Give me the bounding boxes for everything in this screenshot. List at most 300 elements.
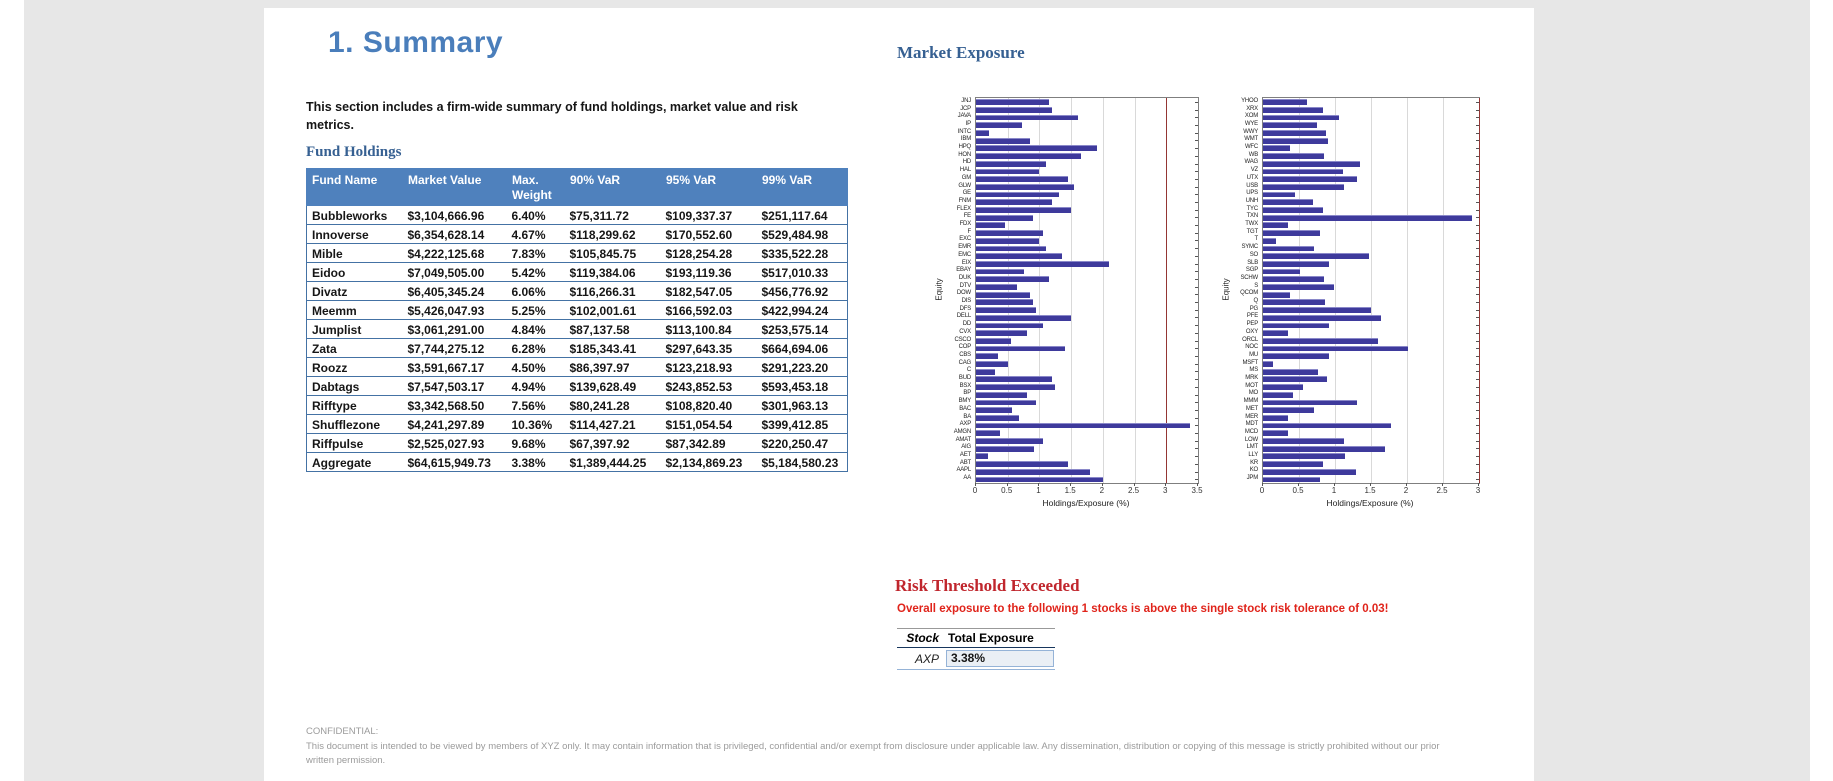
exposure-bar: [976, 299, 1033, 305]
exposure-bar: [976, 246, 1046, 252]
table-cell: $593,453.18: [757, 377, 848, 396]
exposure-bar: [976, 415, 1019, 421]
ticker-label: T: [1254, 236, 1258, 243]
ticker-label: TWX: [1245, 221, 1258, 228]
x-tick-mark: [1478, 483, 1479, 486]
exposure-bar: [976, 361, 1008, 367]
table-row: [307, 434, 848, 453]
exposure-bar: [976, 138, 1030, 144]
y-tick-mark: [1195, 479, 1198, 480]
y-tick-mark: [1195, 364, 1198, 365]
table-row: [307, 358, 848, 377]
y-tick-mark: [1195, 179, 1198, 180]
table-row: [307, 244, 848, 263]
exposure-bar: [976, 315, 1071, 321]
ticker-label: DELL: [956, 313, 971, 320]
exposure-bar: [976, 161, 1046, 167]
y-tick-mark: [1195, 395, 1198, 396]
page-title: 1. Summary: [328, 26, 504, 59]
exposure-bar: [1263, 99, 1307, 105]
table-cell: $86,397.97: [565, 358, 661, 377]
y-tick-mark: [1476, 210, 1479, 211]
y-tick-mark: [1195, 464, 1198, 465]
exposure-bar: [1263, 400, 1357, 406]
y-tick-mark: [1476, 140, 1479, 141]
exposure-bar: [976, 446, 1034, 452]
y-tick-mark: [1476, 448, 1479, 449]
x-tick-mark: [1038, 483, 1039, 486]
exposure-bar: [1263, 269, 1300, 275]
ticker-label: EIX: [961, 259, 971, 266]
y-tick-mark: [1476, 202, 1479, 203]
y-tick-mark: [1476, 194, 1479, 195]
risk-threshold-message: Overall exposure to the following 1 stocks is above the single stock risk tolerance of 0.03!: [897, 603, 1389, 615]
exposure-bar: [1263, 199, 1313, 205]
table-cell: Jumplist: [307, 320, 403, 339]
table-cell: $456,776.92: [757, 282, 848, 301]
y-tick-mark: [1476, 456, 1479, 457]
exposure-bar: [1263, 469, 1356, 475]
x-tick-mark: [975, 483, 976, 486]
table-row: [307, 301, 848, 320]
table-cell: $166,592.03: [661, 301, 757, 320]
table-cell: 4.67%: [507, 225, 565, 244]
ticker-label: BSX: [959, 382, 971, 389]
table-cell: $422,994.24: [757, 301, 848, 320]
exposure-bar: [1263, 215, 1472, 221]
exposure-bar: [976, 430, 1000, 436]
table-cell: $297,643.35: [661, 339, 757, 358]
ticker-label: WB: [1248, 151, 1258, 158]
market-exposure-heading: Market Exposure: [897, 43, 1025, 62]
exposure-chart-left: [925, 97, 1205, 522]
y-tick-mark: [1195, 371, 1198, 372]
exposure-bar: [976, 145, 1097, 151]
table-header-row: [307, 169, 848, 206]
table-cell: Roozz: [307, 358, 403, 377]
ticker-label: HPQ: [958, 144, 971, 151]
ticker-label: VZ: [1250, 167, 1258, 174]
table-cell: $4,241,297.89: [403, 415, 507, 434]
x-tick-mark: [1442, 483, 1443, 486]
ticker-label: ABT: [959, 459, 971, 466]
ticker-label: MET: [1245, 405, 1258, 412]
ticker-label: MER: [1245, 413, 1258, 420]
ticker-label: DUK: [958, 274, 971, 281]
gridline: [1407, 98, 1408, 483]
y-tick-mark: [1476, 418, 1479, 419]
y-tick-mark: [1476, 310, 1479, 311]
exposure-bar: [976, 369, 995, 375]
y-tick-mark: [1195, 441, 1198, 442]
x-tick-mark: [1197, 483, 1198, 486]
ticker-label: EMC: [958, 251, 971, 258]
ticker-label: HON: [958, 151, 971, 158]
y-tick-mark: [1476, 125, 1479, 126]
ticker-label: LLY: [1248, 452, 1258, 459]
y-tick-mark: [1476, 333, 1479, 334]
y-tick-mark: [1195, 217, 1198, 218]
y-tick-mark: [1195, 379, 1198, 380]
table-cell: 5.42%: [507, 263, 565, 282]
x-tick-mark: [1102, 483, 1103, 486]
table-cell: 4.84%: [507, 320, 565, 339]
table-cell: $87,137.58: [565, 320, 661, 339]
ticker-label: HD: [962, 159, 971, 166]
table-cell: $119,384.06: [565, 263, 661, 282]
x-tick-label: 2.5: [1436, 486, 1448, 495]
y-tick-mark: [1195, 287, 1198, 288]
section-intro-text: This section includes a firm-wide summary of fund holdings, market value and risk metrics.: [306, 100, 798, 133]
y-tick-mark: [1195, 140, 1198, 141]
ticker-label: AA: [963, 475, 971, 482]
y-tick-mark: [1476, 402, 1479, 403]
table-cell: $3,342,568.50: [403, 396, 507, 415]
y-tick-mark: [1195, 133, 1198, 134]
x-tick-label: 2: [1099, 486, 1105, 495]
ticker-label: TYC: [1246, 205, 1258, 212]
y-tick-mark: [1195, 356, 1198, 357]
table-cell: $7,744,275.12: [403, 339, 507, 358]
exposure-bar: [976, 153, 1081, 159]
table-cell: $105,845.75: [565, 244, 661, 263]
ticker-label: DFS: [959, 305, 971, 312]
table-cell: 6.40%: [507, 206, 565, 225]
x-tick-mark: [1406, 483, 1407, 486]
table-cell: $1,389,444.25: [565, 453, 661, 472]
y-tick-mark: [1476, 179, 1479, 180]
ticker-label: XRX: [1246, 105, 1258, 112]
table-row: [307, 453, 848, 472]
y-tick-mark: [1476, 148, 1479, 149]
risk-threshold-heading: Risk Threshold Exceeded: [895, 576, 1080, 595]
table-cell: $5,184,580.23: [757, 453, 848, 472]
confidential-label: CONFIDENTIAL:: [306, 726, 379, 737]
exposure-bar: [976, 192, 1059, 198]
y-tick-mark: [1195, 240, 1198, 241]
exposure-bar: [1263, 446, 1385, 452]
chart-plot-area: [975, 97, 1199, 484]
exposure-bar: [1263, 169, 1343, 175]
y-tick-mark: [1195, 341, 1198, 342]
exposure-bar: [1263, 477, 1320, 483]
col-header-max-weight: Max. Weight: [507, 169, 565, 206]
y-tick-mark: [1195, 164, 1198, 165]
ticker-label: JAVA: [957, 113, 971, 120]
ticker-label: AXP: [959, 421, 971, 428]
y-tick-mark: [1195, 210, 1198, 211]
x-tick-mark: [1070, 483, 1071, 486]
ticker-label: UPS: [1246, 190, 1258, 197]
table-cell: 4.50%: [507, 358, 565, 377]
y-tick-mark: [1195, 225, 1198, 226]
ticker-label: PFE: [1246, 313, 1258, 320]
ticker-label: HAL: [959, 167, 971, 174]
table-cell: $113,100.84: [661, 320, 757, 339]
ticker-label: ORCL: [1242, 336, 1258, 343]
table-cell: $4,222,125.68: [403, 244, 507, 263]
fund-holdings-table: [306, 168, 848, 472]
x-tick-label: 0.5: [1001, 486, 1013, 495]
exposure-bar: [976, 469, 1090, 475]
ticker-label: USB: [1246, 182, 1258, 189]
y-tick-mark: [1476, 433, 1479, 434]
table-cell: $75,311.72: [565, 206, 661, 225]
ticker-label: SO: [1249, 251, 1258, 258]
ticker-label: CAG: [958, 359, 971, 366]
y-tick-mark: [1476, 117, 1479, 118]
x-tick-mark: [1134, 483, 1135, 486]
ticker-label: SYMC: [1241, 244, 1258, 251]
table-cell: $116,266.31: [565, 282, 661, 301]
risk-threshold-line: [1479, 98, 1480, 483]
y-tick-mark: [1476, 279, 1479, 280]
y-tick-mark: [1476, 479, 1479, 480]
table-cell: $139,628.49: [565, 377, 661, 396]
exposure-bar: [1263, 115, 1339, 121]
table-cell: $291,223.20: [757, 358, 848, 377]
table-cell: $3,061,291.00: [403, 320, 507, 339]
exposure-bar: [1263, 423, 1391, 429]
exposure-bar: [1263, 338, 1378, 344]
table-cell: $220,250.47: [757, 434, 848, 453]
x-tick-label: 3: [1163, 486, 1168, 495]
exposure-bar: [1263, 376, 1327, 382]
ticker-label: MOT: [1245, 382, 1258, 389]
exposure-bar: [976, 477, 1103, 483]
table-cell: $7,547,503.17: [403, 377, 507, 396]
table-cell: 5.25%: [507, 301, 565, 320]
ticker-label: CSCO: [954, 336, 971, 343]
exposure-bar: [1263, 261, 1329, 267]
ticker-label: WMT: [1244, 136, 1258, 143]
table-cell: $301,963.13: [757, 396, 848, 415]
table-cell: $6,405,345.24: [403, 282, 507, 301]
ticker-label: LMT: [1246, 444, 1258, 451]
y-tick-mark: [1195, 302, 1198, 303]
exposure-bar: [976, 353, 998, 359]
y-tick-mark: [1476, 364, 1479, 365]
ticker-label: QCOM: [1240, 290, 1258, 297]
col-header-99-var: 99% VaR: [757, 169, 848, 206]
x-tick-label: 0: [972, 486, 978, 495]
y-tick-mark: [1476, 248, 1479, 249]
table-cell: 9.68%: [507, 434, 565, 453]
exposure-bar: [1263, 323, 1329, 329]
x-axis-label: Holdings/Exposure (%): [1326, 498, 1414, 508]
exposure-bar: [1263, 222, 1288, 228]
ticker-label: PEP: [1246, 321, 1258, 328]
x-tick-label: 1.5: [1064, 486, 1076, 495]
risk-table-header-row: [897, 628, 1055, 648]
ticker-label: GM: [961, 174, 971, 181]
y-tick-mark: [1195, 171, 1198, 172]
ticker-label: LOW: [1244, 436, 1258, 443]
table-row: [307, 320, 848, 339]
table-cell: Dabtags: [307, 377, 403, 396]
table-cell: $664,694.06: [757, 339, 848, 358]
y-axis-label: Equity: [934, 277, 944, 301]
risk-exposure-table: [897, 628, 1055, 670]
y-tick-mark: [1476, 287, 1479, 288]
ticker-label: AET: [959, 452, 971, 459]
table-cell: $529,484.98: [757, 225, 848, 244]
exposure-bar: [1263, 361, 1273, 367]
y-tick-mark: [1195, 402, 1198, 403]
exposure-bar: [1263, 284, 1334, 290]
ticker-label: MCD: [1244, 428, 1258, 435]
ticker-label: UTX: [1246, 174, 1258, 181]
confidential-footer: [306, 725, 1456, 769]
table-cell: Rifftype: [307, 396, 403, 415]
ticker-label: KR: [1250, 459, 1258, 466]
y-tick-mark: [1195, 317, 1198, 318]
y-tick-mark: [1476, 371, 1479, 372]
col-header-fund-name: Fund Name: [307, 169, 403, 206]
x-tick-mark: [1334, 483, 1335, 486]
exposure-bar: [1263, 130, 1326, 136]
exposure-bar: [976, 238, 1039, 244]
x-tick-mark: [1165, 483, 1166, 486]
ticker-label: BA: [963, 413, 971, 420]
table-cell: $108,820.40: [661, 396, 757, 415]
y-tick-mark: [1476, 356, 1479, 357]
col-header-95-var: 95% VaR: [661, 169, 757, 206]
exposure-bar: [976, 169, 1039, 175]
table-cell: $335,522.28: [757, 244, 848, 263]
ticker-label: TXN: [1246, 213, 1258, 220]
ticker-label: DTV: [959, 282, 971, 289]
table-cell: 6.06%: [507, 282, 565, 301]
x-tick-mark: [1007, 483, 1008, 486]
table-cell: Aggregate: [307, 453, 403, 472]
ticker-label: XOM: [1244, 113, 1258, 120]
exposure-bar: [1263, 138, 1328, 144]
y-tick-mark: [1195, 410, 1198, 411]
exposure-bar: [1263, 353, 1329, 359]
table-cell: $251,117.64: [757, 206, 848, 225]
table-cell: 4.94%: [507, 377, 565, 396]
table-cell: $3,591,667.17: [403, 358, 507, 377]
y-tick-mark: [1195, 348, 1198, 349]
y-tick-mark: [1476, 264, 1479, 265]
table-row: [307, 377, 848, 396]
exposure-bar: [1263, 246, 1314, 252]
y-tick-mark: [1476, 472, 1479, 473]
ticker-label: DIS: [961, 298, 971, 305]
exposure-bar: [976, 122, 1022, 128]
exposure-bar: [976, 407, 1012, 413]
ticker-label: FDX: [959, 221, 971, 228]
y-tick-mark: [1476, 102, 1479, 103]
table-cell: $243,852.53: [661, 377, 757, 396]
exposure-bar: [976, 400, 1036, 406]
y-tick-mark: [1195, 472, 1198, 473]
ticker-label: F: [967, 228, 971, 235]
ticker-label: MS: [1249, 367, 1258, 374]
ticker-label: GLW: [958, 182, 971, 189]
x-tick-label: 0.5: [1292, 486, 1304, 495]
confidential-text: This document is intended to be viewed by members of XYZ only. It may contain information that is privileged, confidential and/or exempt from disclosure under applicable law. Any dissemination, distribution or copying of this message is strictly prohibited without our prior written permission.: [306, 740, 1440, 767]
exposure-bar: [1263, 307, 1371, 313]
ticker-label: MU: [1249, 351, 1258, 358]
ticker-label: IBM: [960, 136, 971, 143]
gridline: [1443, 98, 1444, 483]
ticker-label: WYE: [1244, 120, 1258, 127]
exposure-bar: [1263, 107, 1323, 113]
exposure-bar: [976, 115, 1078, 121]
ticker-label: AMAT: [955, 436, 971, 443]
ticker-label: BUD: [958, 375, 971, 382]
exposure-bar: [1263, 192, 1295, 198]
exposure-bar: [976, 284, 1017, 290]
table-row: [307, 206, 848, 225]
ticker-label: CVX: [959, 328, 971, 335]
exposure-bar: [1263, 238, 1276, 244]
ticker-label: MO: [1248, 390, 1258, 397]
ticker-label: BAC: [959, 405, 971, 412]
exposure-bar: [1263, 122, 1317, 128]
y-tick-mark: [1476, 225, 1479, 226]
table-row: [307, 396, 848, 415]
y-tick-mark: [1195, 425, 1198, 426]
exposure-bar: [976, 453, 988, 459]
ticker-label: DD: [962, 321, 971, 328]
y-tick-mark: [1195, 187, 1198, 188]
ticker-label: DOW: [956, 290, 971, 297]
y-tick-mark: [1476, 187, 1479, 188]
x-tick-label: 1: [1036, 486, 1041, 495]
x-tick-label: 3: [1475, 486, 1481, 495]
exposure-bar: [976, 330, 1027, 336]
table-cell: 10.36%: [507, 415, 565, 434]
y-axis-label: Equity: [1221, 277, 1231, 301]
exposure-bar: [976, 276, 1049, 282]
y-tick-mark: [1476, 110, 1479, 111]
exposure-bar: [976, 438, 1043, 444]
document-page: [264, 8, 1534, 781]
exposure-bar: [976, 338, 1011, 344]
ticker-label: YHOO: [1241, 97, 1258, 104]
ticker-label: IP: [965, 120, 971, 127]
table-cell: $3,104,666.96: [403, 206, 507, 225]
exposure-bar: [976, 392, 1027, 398]
table-cell: $7,049,505.00: [403, 263, 507, 282]
table-cell: 7.83%: [507, 244, 565, 263]
ticker-label: SLB: [1247, 259, 1258, 266]
table-row: [307, 415, 848, 434]
table-cell: $64,615,949.73: [403, 453, 507, 472]
ticker-label: UNH: [1245, 197, 1258, 204]
exposure-bar: [976, 423, 1190, 429]
y-tick-mark: [1476, 233, 1479, 234]
table-cell: Bubbleworks: [307, 206, 403, 225]
table-cell: $2,134,869.23: [661, 453, 757, 472]
table-cell: $123,218.93: [661, 358, 757, 377]
y-tick-mark: [1476, 302, 1479, 303]
x-tick-mark: [1298, 483, 1299, 486]
y-tick-mark: [1476, 387, 1479, 388]
y-tick-mark: [1195, 310, 1198, 311]
table-cell: $87,342.89: [661, 434, 757, 453]
x-tick-label: 2: [1403, 486, 1409, 495]
y-tick-mark: [1476, 325, 1479, 326]
table-cell: $253,575.14: [757, 320, 848, 339]
y-tick-mark: [1195, 325, 1198, 326]
table-cell: Innoverse: [307, 225, 403, 244]
y-tick-mark: [1195, 156, 1198, 157]
y-tick-mark: [1476, 256, 1479, 257]
